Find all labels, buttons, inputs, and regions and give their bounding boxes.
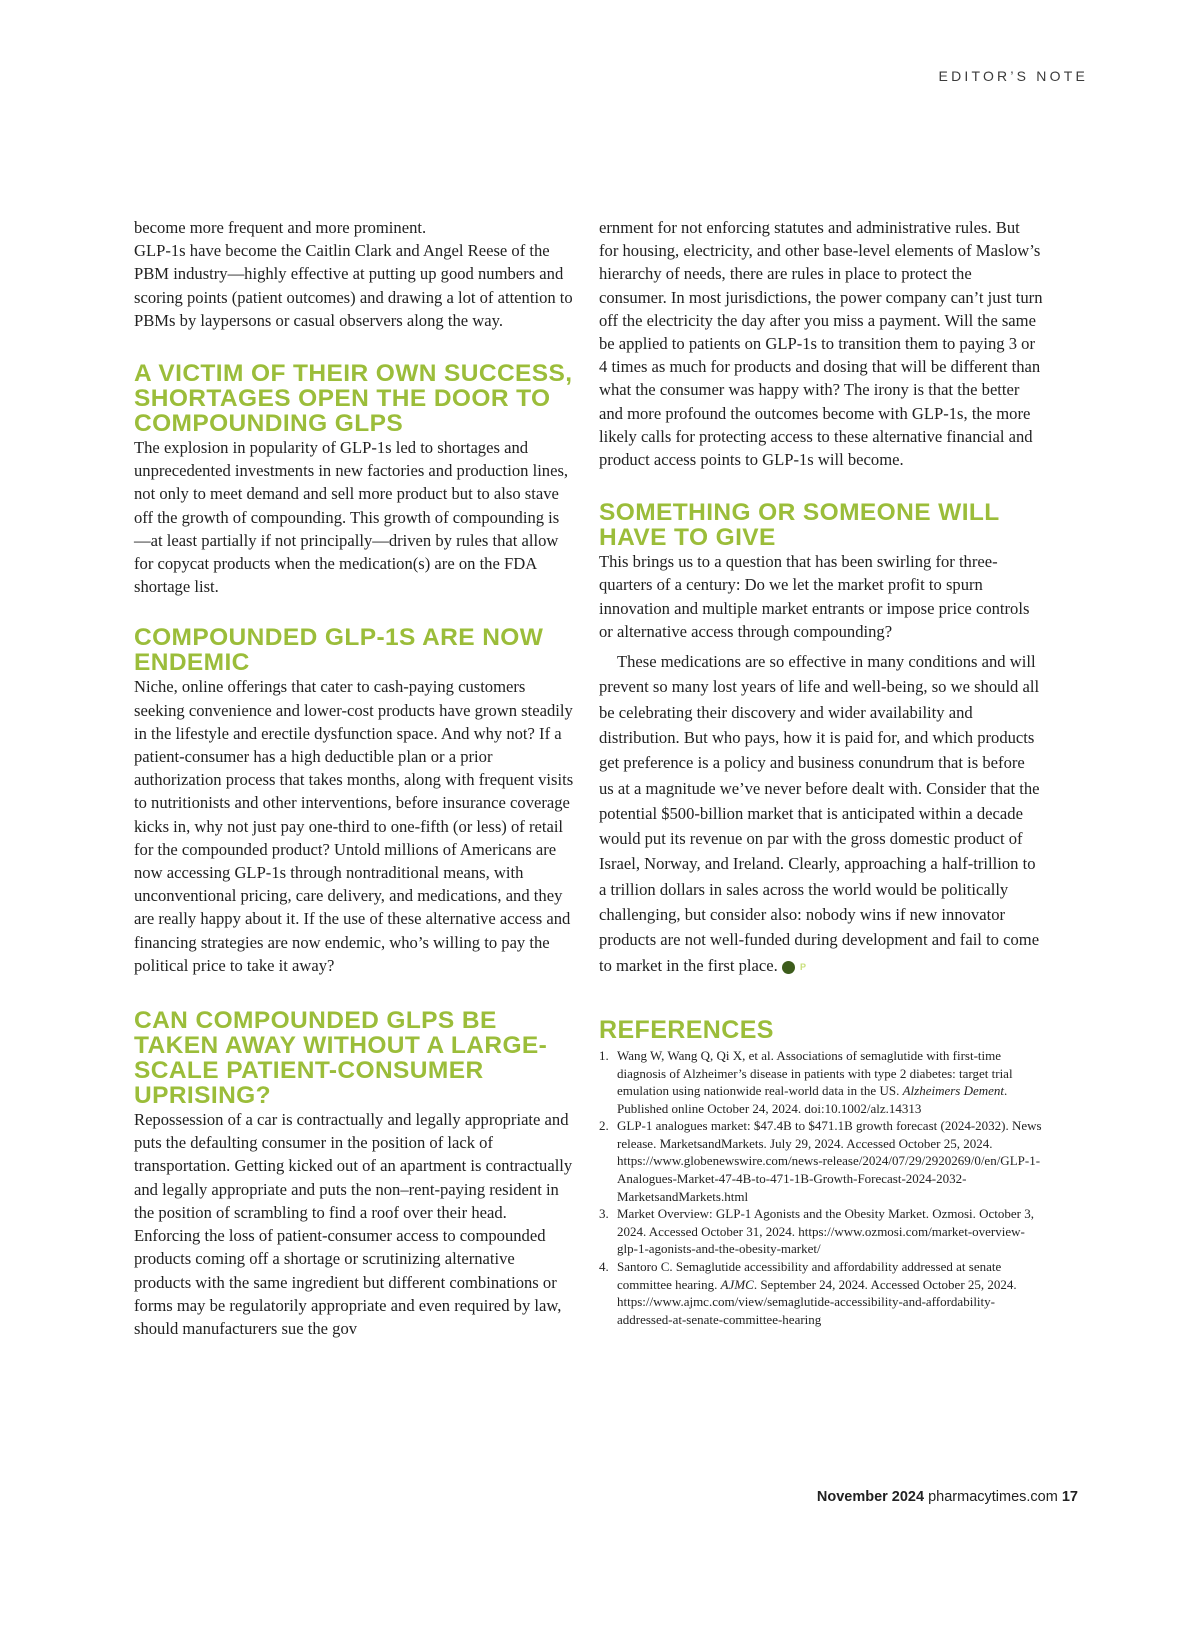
reference-number: 4.: [599, 1259, 609, 1275]
reference-journal: AJMC: [720, 1276, 754, 1292]
end-of-article-icon: P: [782, 961, 795, 974]
section-body-victim: The explosion in popularity of GLP-1s led to shortages and unprecedented investments in new factories and production lines, not only to meet demand and sell more product but to also stave off the growth of compounding. This growth of compounding is—at least partially if not principally—driven by rules that allow for copycat products when the medication(s) are on the FDA shortage list.: [134, 438, 569, 597]
intro-paragraph-2: GLP-1s have become the Caitlin Clark and Angel Reese of the PBM industry—highly effective at putting up good numbers and scoring points (patient outcomes) and drawing a lot of attention to PBMs by laypersons or casual observers along the way.: [134, 241, 573, 330]
reference-journal: Alzheimers Dement: [902, 1083, 1005, 1099]
site-name: pharmacytimes.com: [928, 1489, 1058, 1505]
references-list: [599, 1047, 1043, 1329]
section-label: EDITOR’S NOTE: [938, 68, 1088, 84]
left-column: [134, 216, 574, 1340]
section-body-give-2: [599, 649, 1043, 978]
reference-text: Market Overview: GLP-1 Agonists and the Obesity Market. Ozmosi. October 3, 2024. Accessed October 31, 2024. https://www.ozmosi.com/market-overview-glp-1-agonists-and-the-obesity-market/: [617, 1206, 1035, 1257]
reference-item: [599, 1258, 1043, 1328]
section-heading-uprising: CAN COMPOUNDED GLPS BE TAKEN AWAY WITHOUT A LARGE-SCALE PATIENT-CONSUMER UPRISING?: [134, 1007, 548, 1110]
reference-number: 1.: [599, 1047, 609, 1063]
section-heading-give: SOMETHING OR SOMEONE WILL HAVE TO GIVE: [599, 499, 1000, 552]
reference-item: [599, 1047, 1043, 1117]
reference-text-end: . September 24, 2024. Accessed October 25, 2024. https://www.ajmc.com/view/semaglutide-accessibility-and-affordability-addressed-at-senate-committee-hearing: [617, 1276, 1017, 1327]
page-footer: [817, 1489, 1078, 1505]
section-heading-endemic: COMPOUNDED GLP-1S ARE NOW ENDEMIC: [134, 624, 544, 677]
section-body-give-2-text: These medications are so effective in many conditions and will prevent so many lost years of life and well-being, so we should all be celebrating their discovery and wider availability and distribution. But who pays, how it is paid for, and which products get preference is a policy and business conundrum that is before us at a magnitude we’ve never before dealt with. Consider that the potential $500-billion market that is anticipated within a decade would put its revenue on par with the gross domestic product of Israel, Norway, and Ireland. Clearly, approaching a half-trillion to a trillion dollars in sales across the world would be politically challenging, but consider also: nobody wins if new innovator products are not well-funded during development and fail to come to market in the first place.: [599, 652, 1040, 975]
references-heading: REFERENCES: [599, 1015, 774, 1044]
continued-paragraph: ernment for not enforcing statutes and administrative rules. But for housing, electricity, and other base-level elements of Maslow’s hierarchy of needs, there are rules in place to protect the consumer. In most jurisdictions, the power company can’t just turn off the electricity the day after you miss a payment. Will the same be applied to patients on GLP-1s to transition them to paying 3 or 4 times as much for products and dosing that will be different than what the consumer was happy with? The irony is that the better and more profound the outcomes become with GLP-1s, the more likely calls for protecting access to these alternative financial and product access points to GLP-1s will become.: [599, 218, 1043, 470]
issue-date: November 2024: [816, 1489, 925, 1505]
intro-paragraph-1: become more frequent and more prominent.: [134, 218, 427, 237]
section-body-endemic: Niche, online offerings that cater to cash-paying customers seeking convenience and lower-cost products have grown steadily in the lifestyle and erectile dysfunction space. And why not? If a patient-consumer has a high deductible plan or a prior authorization process that takes months, along with frequent visits to nutritionists and other interventions, before insurance coverage kicks in, why not just pay one-third to one-fifth (or less) of retail for the compounded product? Untold millions of Americans are now accessing GLP-1s through nontraditional means, with unconventional pricing, care delivery, and medications, and they are really happy about it. If the use of these alternative access and financing strategies are now endemic, who’s willing to pay the political price to take it away?: [134, 677, 574, 975]
reference-item: [599, 1205, 1043, 1258]
reference-text-end: . Published online October 24, 2024. doi:10.1002/alz.14313: [617, 1083, 1008, 1116]
reference-text: Santoro C. Semaglutide accessibility and affordability addressed at senate committee hearing.: [617, 1259, 1002, 1292]
reference-text: Wang W, Wang Q, Qi X, et al. Associations of semaglutide with first-time diagnosis of Alzheimer’s disease in patients with type 2 diabetes: target trial emulation using nationwide real-world data in the US.: [617, 1047, 1013, 1099]
section-heading-victim: A VICTIM OF THEIR OWN SUCCESS, SHORTAGES OPEN THE DOOR TO COMPOUNDING GLPS: [134, 360, 573, 438]
reference-item: [599, 1117, 1043, 1205]
page-number: 17: [1061, 1489, 1078, 1505]
reference-number: 2.: [599, 1118, 609, 1134]
right-column: [599, 216, 1043, 1328]
section-body-uprising: Repossession of a car is contractually and legally appropriate and puts the defaulting consumer in the position of lack of transportation. Getting kicked out of an apartment is contractually and legally appropriate and puts the non–rent-paying resident in the position of scrambling to find a roof over their head. Enforcing the loss of patient-consumer access to compounded products coming off a shortage or scrutinizing alternative products with the same ingredient but different combinations or forms may be regulatorily appropriate and even required by law, should manufacturers sue the gov: [134, 1110, 573, 1338]
reference-text: GLP-1 analogues market: $47.4B to $471.1B growth forecast (2024-2032). News release. MarketsandMarkets. July 29, 2024. Accessed October 25, 2024. https://www.globenewswire.com/news-release/2024/07/29/2920269/0/en/GLP-1-Analogues-Market-47-4B-to-471-1B-Growth-Forecast-2024-2032-MarketsandMarkets.html: [617, 1118, 1042, 1204]
reference-number: 3.: [599, 1206, 609, 1222]
section-body-give-1: This brings us to a question that has been swirling for three-quarters of a century: Do we let the market profit to spurn innovation and multiple market entrants or impose price controls or alternative access through compounding?: [599, 552, 1030, 641]
